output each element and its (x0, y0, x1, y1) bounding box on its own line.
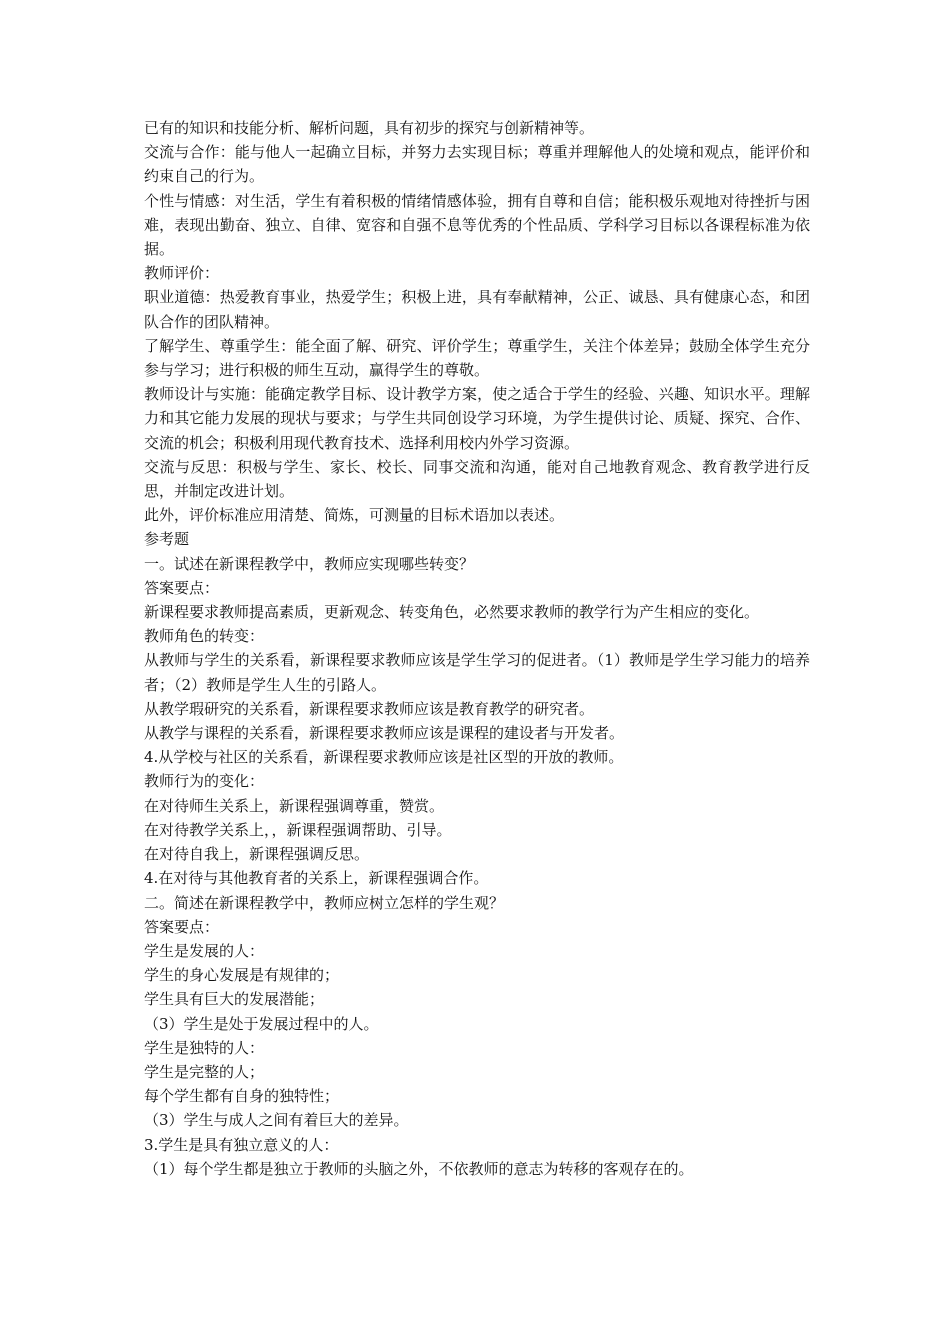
question-2: 二。简述在新课程教学中，教师应树立怎样的学生观？ (144, 893, 505, 912)
paragraph-7: 交流与反思：积极与学生、家长、校长、同事交流和沟通，能对自己地教育观念、教育教学进行反思，并制定改进计划。 (144, 457, 810, 501)
paragraph-18: 教师行为的变化： (144, 772, 265, 791)
paragraph-22: 4.在对待与其他教育者的关系上，新课程强调合作。 (144, 869, 489, 888)
paragraph-30: 学生是完整的人； (144, 1062, 265, 1081)
paragraph-17: 4.从学校与社区的关系看，新课程要求教师应该是社区型的开放的教师。 (144, 748, 624, 767)
paragraph-34: （1）每个学生都是独立于教师的头脑之外，不依教师的意志为转移的客观存在的。 (144, 1159, 694, 1178)
answer-key-label-1: 答案要点： (144, 578, 220, 597)
section-heading-reference-questions: 参考题 (144, 530, 190, 549)
paragraph-27: 学生具有巨大的发展潜能； (144, 990, 325, 1009)
paragraph-13: 教师角色的转变： (144, 627, 265, 646)
paragraph-21: 在对待自我上，新课程强调反思。 (144, 845, 370, 864)
paragraph-20: 在对待教学关系上，，新课程强调帮助、引导。 (144, 820, 452, 839)
paragraph-26: 学生的身心发展是有规律的； (144, 966, 340, 985)
document-body (144, 116, 810, 1181)
paragraph-29: 学生是独特的人： (144, 1038, 265, 1057)
paragraph-33: 3.学生是具有独立意义的人： (144, 1135, 339, 1154)
paragraph-4: 职业道德：热爱教育事业，热爱学生；积极上进，具有奉献精神，公正、诚恳、具有健康心态，和团队合作的团队精神。 (144, 288, 810, 331)
paragraph-5: 了解学生、尊重学生：能全面了解、研究、评价学生；尊重学生，关注个体差异；鼓励全体学生充分参与学习；进行积极的师生互动，赢得学生的尊敬。 (144, 336, 810, 380)
paragraph-25: 学生是发展的人： (144, 941, 265, 960)
question-1: 一。试述在新课程教学中，教师应实现哪些转变？ (144, 554, 475, 573)
section-heading-teacher-evaluation: 教师评价： (144, 264, 220, 283)
paragraph-0: 已有的知识和技能分析、解析问题，具有初步的探究与创新精神等。 (144, 119, 595, 137)
paragraph-14: 从教师与学生的关系看，新课程要求教师应该是学生学习的促进者。（1）教师是学生学习能力的培养者；（2）教师是学生人生的引路人。 (144, 651, 810, 694)
paragraph-16: 从教学与课程的关系看，新课程要求教师应该是课程的建设者与开发者。 (144, 724, 625, 743)
paragraph-8: 此外，评价标准应用清楚、简炼，可测量的目标术语加以表述。 (144, 506, 565, 525)
paragraph-28: （3）学生是处于发展过程中的人。 (144, 1014, 379, 1033)
paragraph-6: 教师设计与实施：能确定教学目标、设计教学方案，使之适合于学生的经验、兴趣、知识水平。理解力和其它能力发展的现状与要求；与学生共同创设学习环境，为学生提供讨论、质疑、探究、合作、交流的机会；积极利用现代教育技术、选择利用校内外学习资源。 (144, 385, 810, 452)
paragraph-15: 从教学瑕研究的关系看，新课程要求教师应该是教育教学的研究者。 (144, 699, 595, 718)
paragraph-31: 每个学生都有自身的独特性； (144, 1087, 340, 1106)
answer-key-label-2: 答案要点： (144, 917, 220, 936)
paragraph-32: （3）学生与成人之间有着巨大的差异。 (144, 1111, 409, 1130)
paragraph-1: 交流与合作：能与他人一起确立目标，并努力去实现目标；尊重并理解他人的处境和观点，能评价和约束自己的行为。 (144, 143, 810, 186)
paragraph-12: 新课程要求教师提高素质，更新观念、转变角色，必然要求教师的教学行为产生相应的变化。 (144, 603, 760, 622)
paragraph-19: 在对待师生关系上，新课程强调尊重，赞赏。 (144, 796, 445, 815)
paragraph-2: 个性与情感：对生活，学生有着积极的情绪情感体验，拥有自尊和自信；能积极乐观地对待挫折与困难，表现出勤奋、独立、自律、宽容和自强不息等优秀的个性品质、学科学习目标以各课程标准为依据。 (144, 191, 810, 259)
